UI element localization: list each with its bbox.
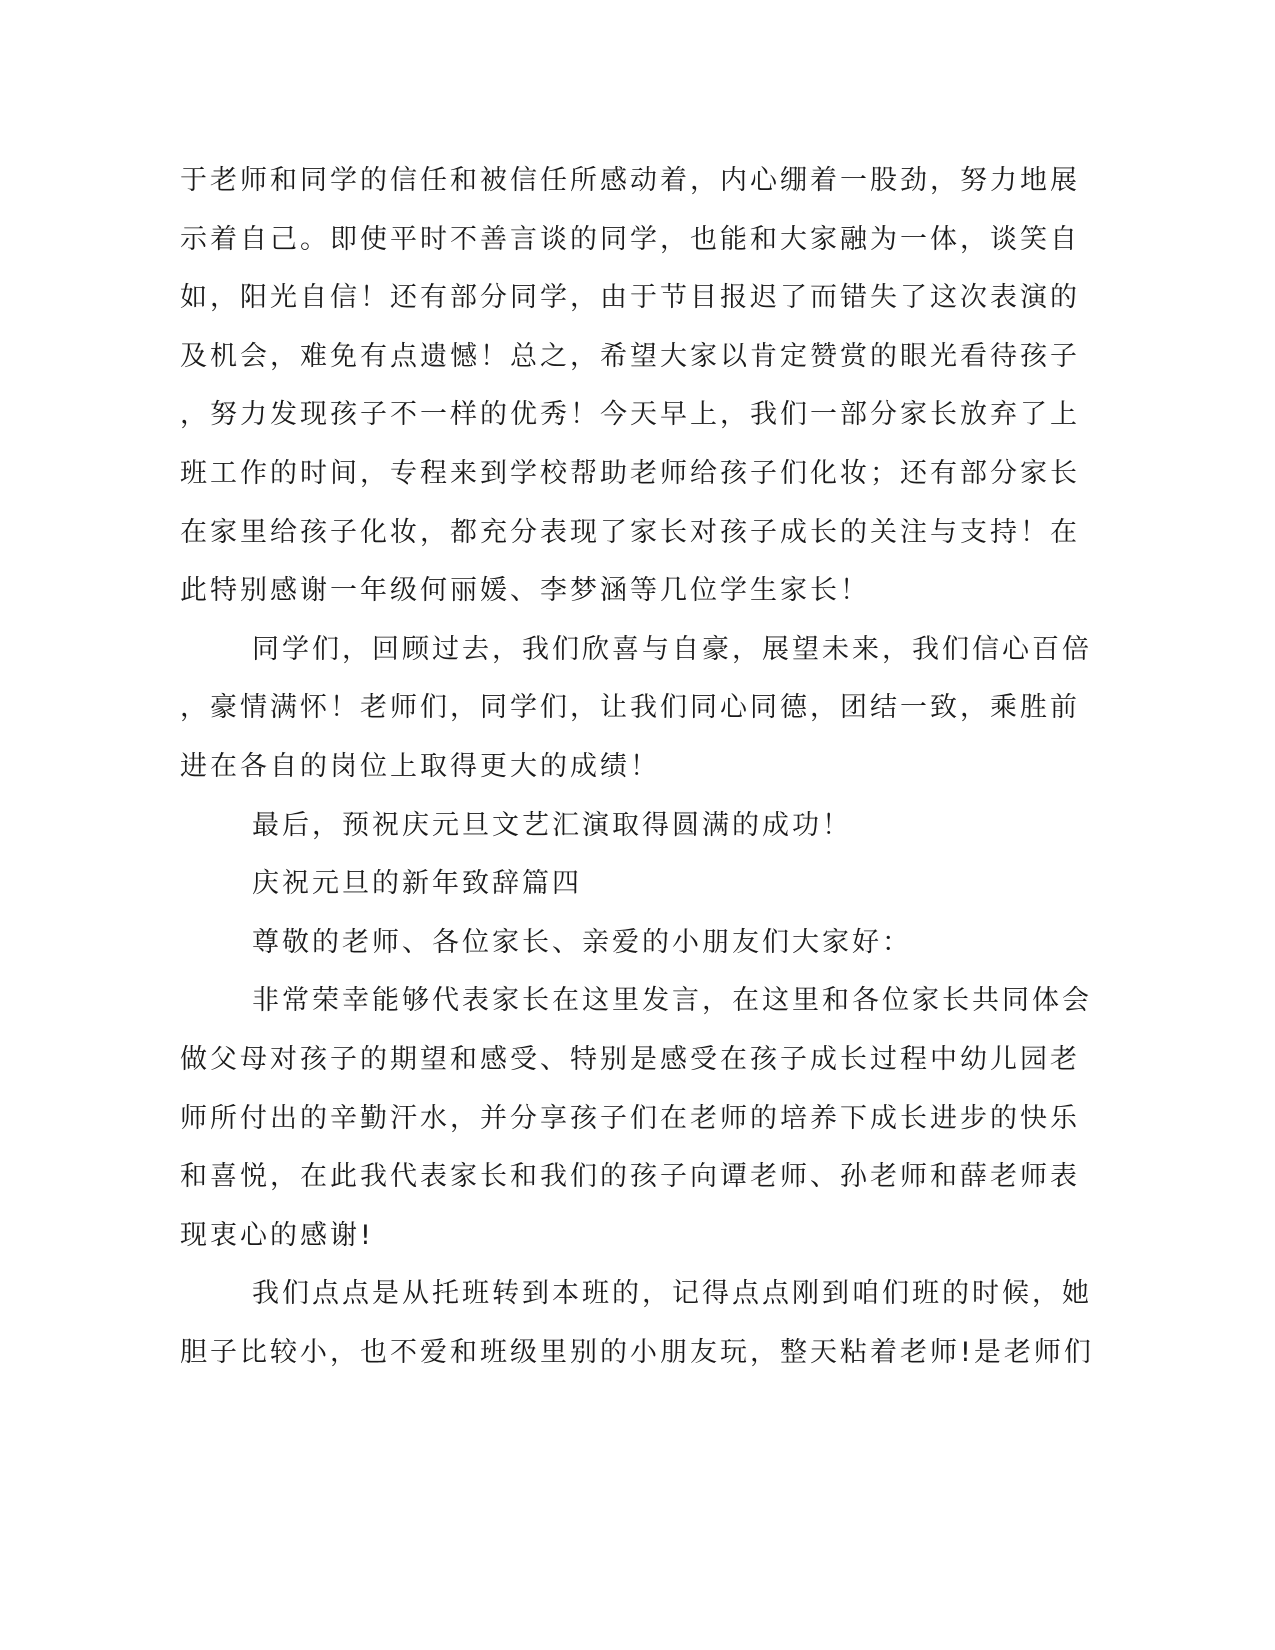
paragraph-line: 在家里给孩子化妆，都充分表现了家长对孩子成长的关注与支持！在 bbox=[180, 516, 1080, 548]
paragraph-line: ，努力发现孩子不一样的优秀！今天早上，我们一部分家长放弃了上 bbox=[180, 399, 1080, 431]
document-body bbox=[180, 158, 1094, 1388]
paragraph-line: 师所付出的辛勤汗水，并分享孩子们在老师的培养下成长进步的快乐 bbox=[180, 1102, 1080, 1134]
paragraph-line: 同学们，回顾过去，我们欣喜与自豪，展望未来，我们信心百倍 bbox=[252, 633, 1092, 665]
paragraph-line: 我们点点是从托班转到本班的，记得点点刚到咱们班的时候，她 bbox=[252, 1278, 1092, 1310]
paragraph-line: ，豪情满怀！老师们，同学们，让我们同心同德，团结一致，乘胜前 bbox=[180, 692, 1080, 724]
paragraph-line: 做父母对孩子的期望和感受、特别是感受在孩子成长过程中幼儿园老 bbox=[180, 1043, 1080, 1075]
paragraph-line: 如，阳光自信！还有部分同学，由于节目报迟了而错失了这次表演的 bbox=[180, 282, 1080, 314]
paragraph-line: 最后，预祝庆元旦文艺汇演取得圆满的成功！ bbox=[252, 809, 852, 841]
paragraph-line: 进在各自的岗位上取得更大的成绩！ bbox=[180, 750, 660, 782]
paragraph-line: 现衷心的感谢! bbox=[180, 1219, 374, 1251]
paragraph-line: 示着自己。即使平时不善言谈的同学，也能和大家融为一体，谈笑自 bbox=[180, 223, 1080, 255]
paragraph-line: 非常荣幸能够代表家长在这里发言，在这里和各位家长共同体会 bbox=[252, 985, 1092, 1017]
paragraph-line: 和喜悦，在此我代表家长和我们的孩子向谭老师、孙老师和薛老师表 bbox=[180, 1161, 1080, 1193]
paragraph-line: 班工作的时间，专程来到学校帮助老师给孩子们化妆；还有部分家长 bbox=[180, 457, 1080, 489]
paragraph-line: 于老师和同学的信任和被信任所感动着，内心绷着一股劲，努力地展 bbox=[180, 165, 1080, 196]
paragraph-line: 及机会，难免有点遗憾！总之，希望大家以肯定赞赏的眼光看待孩子 bbox=[180, 340, 1080, 372]
salutation-line: 尊敬的老师、各位家长、亲爱的小朋友们大家好： bbox=[252, 926, 912, 958]
section-heading: 庆祝元旦的新年致辞篇四 bbox=[252, 868, 582, 900]
paragraph-line: 胆子比较小，也不爱和班级里别的小朋友玩，整天粘着老师!是老师们 bbox=[180, 1336, 1094, 1368]
paragraph-line: 此特别感谢一年级何丽媛、李梦涵等几位学生家长！ bbox=[180, 575, 870, 607]
